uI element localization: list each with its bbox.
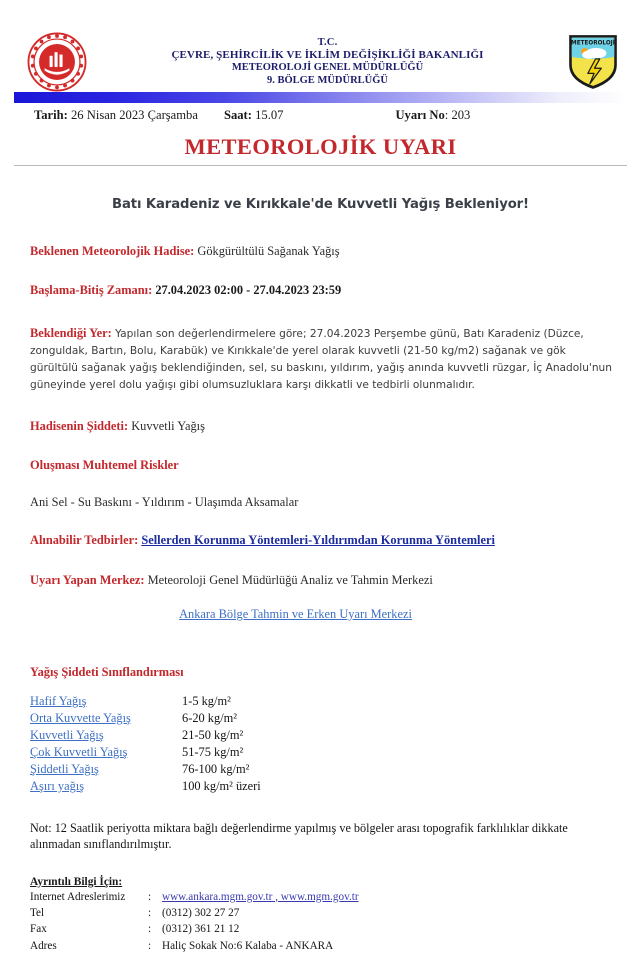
date-segment (34, 108, 198, 123)
contact-table (30, 890, 359, 955)
measures-link-lightning[interactable]: Yıldırımdan Korunma Yöntemleri (312, 533, 495, 548)
document-meta-row (0, 108, 641, 123)
contact-row-address (30, 939, 359, 955)
issuing-center-label: Uyarı Yapan Merkez: (30, 572, 145, 587)
classification-name[interactable]: Şiddetli Yağış (30, 762, 99, 777)
severity-label: Hadisenin Şiddeti: (30, 418, 129, 433)
meteoroloji-shield-icon (567, 33, 619, 91)
document-body (0, 244, 641, 955)
time-range-row (30, 283, 615, 299)
contact-separator: : (148, 890, 152, 903)
contact-row-tel (30, 906, 359, 922)
classification-name[interactable]: Kuvvetli Yağış (30, 727, 104, 742)
institution-line-4: 9. BÖLGE MÜDÜRLÜĞÜ (266, 74, 389, 86)
contact-separator: : (148, 907, 152, 920)
table-row (30, 779, 261, 796)
location-value: Yapılan son değerlendirmelere göre; 27.04.2023 Perşembe günü, Batı Karadeniz (Düzce, zonguldak, Bartın, Bolu, Karabük) ve Kırıkkale'de yerel olarak kuvvetli (21-50 kg/m2) sağanak ve gök gürültülü sağanak yağış beklendiğinden, sel, su baskını, yıldırım, yağış anında kuvvetli rüzgar, İç Anadolu'nun güneyinde yerel dolu yağışı gibi olumsuzluklara karşı dikkatli ve tedbirli olunmalıdır. (30, 328, 612, 392)
table-row (30, 711, 261, 728)
issuing-center-row (30, 573, 615, 589)
contact-value-address: Haliç Sokak No:6 Kalaba - ANKARA (162, 939, 334, 952)
risks-heading (30, 458, 615, 474)
warning-number-label: Uyarı No (395, 108, 445, 122)
header-gradient-bar (14, 92, 627, 103)
classification-name[interactable]: Orta Kuvvette Yağış (30, 710, 131, 725)
measures-link-separator: - (308, 533, 313, 548)
contact-separator: : (148, 939, 152, 952)
classification-name[interactable]: Aşırı yağış (30, 779, 85, 794)
time-segment (224, 108, 284, 123)
event-label: Beklenen Meteorolojik Hadise: (30, 244, 195, 258)
classification-heading: Yağış Şiddeti Sınıflandırması (30, 664, 184, 679)
severity-row (30, 419, 615, 435)
contact-heading: Ayrıntılı Bilgi İçin: (30, 875, 123, 888)
title-divider (14, 165, 627, 166)
time-range-value: 27.04.2023 02:00 - 27.04.2023 23:59 (155, 282, 342, 297)
risks-value: Ani Sel - Su Baskını - Yıldırım - Ulaşımda Aksamalar (30, 494, 299, 509)
footnote: Not: 12 Saatlik periyotta miktara bağlı değerlendirme yapılmış ve bölgeler arası topografik farklılıklar dikkate alınmadan sınıflandırılmıştır. (30, 821, 568, 852)
issuing-center-value: Meteoroloji Genel Müdürlüğü Analiz ve Tahmin Merkezi (147, 572, 433, 587)
measures-label: Alınabilir Tedbirler: (30, 533, 139, 548)
classification-amount: 21-50 kg/m² (182, 727, 244, 742)
table-row (30, 762, 261, 779)
warning-subtitle: Batı Karadeniz ve Kırıkkale'de Kuvvetli Yağış Bekleniyor! (112, 197, 529, 212)
time-range-label: Başlama-Bitiş Zamanı: (30, 282, 153, 297)
warning-number-segment (395, 108, 470, 123)
location-row (30, 323, 615, 395)
contact-value-fax: (0312) 361 21 12 (162, 923, 240, 936)
classification-name[interactable]: Hafif Yağış (30, 693, 87, 708)
contact-value-tel: (0312) 302 27 27 (162, 907, 240, 920)
institution-title (88, 37, 567, 87)
contact-value-websites[interactable]: www.ankara.mgm.gov.tr , www.mgm.gov.tr (162, 890, 359, 903)
classification-table (30, 694, 261, 797)
contact-key: Adres (30, 939, 57, 952)
classification-amount: 6-20 kg/m² (182, 710, 237, 725)
warning-number-separator: : (444, 108, 452, 122)
svg-text:METEOROLOJİ: METEOROLOJİ (571, 40, 615, 47)
contact-key: Internet Adreslerimiz (30, 890, 126, 903)
classification-amount: 76-100 kg/m² (182, 762, 250, 777)
regional-center-link[interactable]: Ankara Bölge Tahmin ve Erken Uyarı Merkezi (179, 607, 412, 622)
table-row (30, 745, 261, 762)
measures-row (30, 533, 615, 549)
contact-separator: : (148, 923, 152, 936)
regional-center-row (30, 607, 615, 623)
time-value: 15.07 (255, 108, 284, 122)
classification-name[interactable]: Çok Kuvvetli Yağış (30, 745, 128, 759)
table-row (30, 694, 261, 711)
contact-key: Fax (30, 923, 47, 936)
table-row (30, 728, 261, 745)
classification-amount: 51-75 kg/m² (182, 745, 244, 759)
severity-value: Kuvvetli Yağış (131, 418, 205, 433)
classification-heading-row (30, 665, 615, 680)
event-value: Gökgürültülü Sağanak Yağış (197, 244, 340, 258)
time-label: Saat: (223, 108, 252, 122)
document-header (0, 0, 641, 86)
risks-list (30, 495, 615, 511)
event-row (30, 244, 615, 260)
date-value: 26 Nisan 2023 Çarşamba (70, 108, 198, 122)
location-label: Beklendiği Yer: (30, 326, 112, 340)
classification-amount: 1-5 kg/m² (182, 693, 231, 708)
institution-line-2: ÇEVRE, ŞEHİRCİLİK VE İKLİM DEĞİŞİKLİĞİ BAKANLIĞI (171, 49, 484, 62)
institution-line-3: METEOROLOJİ GENEL MÜDÜRLÜĞÜ (231, 62, 424, 74)
contact-row-fax (30, 922, 359, 938)
classification-amount: 100 kg/m² üzeri (182, 779, 261, 794)
page-title: METEOROLOJİK UYARI (184, 134, 457, 159)
measures-link-floods[interactable]: Sellerden Korunma Yöntemleri (141, 533, 309, 548)
contact-key: Tel (30, 907, 45, 920)
warning-number-value: 203 (451, 108, 471, 122)
date-label: Tarih: (34, 108, 68, 122)
institution-line-1: T.C. (317, 36, 338, 48)
contact-row-internet (30, 890, 359, 906)
ministry-emblem-icon (26, 31, 88, 93)
risks-label: Oluşması Muhtemel Riskler (30, 458, 179, 473)
